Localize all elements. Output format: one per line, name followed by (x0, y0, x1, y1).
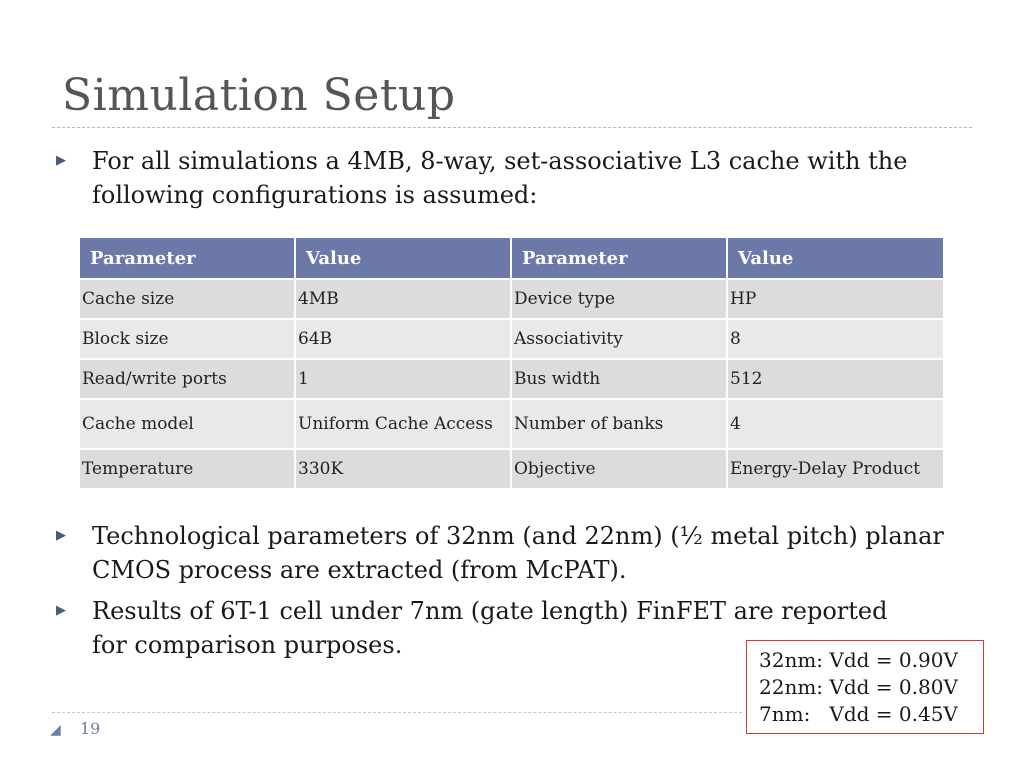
table-cell: Temperature (80, 449, 295, 489)
parameters-table (80, 238, 943, 490)
bullet-text: For all simulations a 4MB, 8-way, set-associative L3 cache with the following configurations is assumed: (92, 147, 908, 209)
table-cell: 512 (727, 359, 943, 399)
slide-number: 19 (80, 719, 101, 738)
slide-title: Simulation Setup (62, 70, 456, 121)
slide-marker-icon: ◢ (50, 722, 61, 738)
table-cell: Objective (511, 449, 727, 489)
table-cell: 330K (295, 449, 511, 489)
bullet-text: Results of 6T-1 cell under 7nm (gate length) FinFET are reported for comparison purposes. (92, 597, 888, 659)
vdd-line: 7nm: Vdd = 0.45V (759, 702, 958, 726)
table-cell: Cache size (80, 279, 295, 319)
table-header-row (80, 238, 943, 279)
bullet-arrow-icon: ▶ (56, 528, 66, 543)
table-cell: 64B (295, 319, 511, 359)
column-header: Value (295, 238, 511, 279)
table-cell: Device type (511, 279, 727, 319)
column-header: Value (727, 238, 943, 279)
table-cell: Block size (80, 319, 295, 359)
table-cell: HP (727, 279, 943, 319)
footer-divider (52, 712, 742, 713)
table-row (80, 359, 943, 399)
table-cell: Read/write ports (80, 359, 295, 399)
table-cell: 4MB (295, 279, 511, 319)
table-cell: Uniform Cache Access (295, 399, 511, 449)
vdd-callout-box (746, 640, 984, 734)
table-cell: 1 (295, 359, 511, 399)
bullet-item (56, 519, 972, 587)
bullet-arrow-icon: ▶ (56, 603, 66, 618)
table-cell: Energy-Delay Product (727, 449, 943, 489)
table-cell: 8 (727, 319, 943, 359)
bullet-text: Technological parameters of 32nm (and 22nm) (½ metal pitch) planar CMOS process are extracted (from McPAT). (92, 522, 944, 584)
column-header: Parameter (511, 238, 727, 279)
vdd-line: 22nm: Vdd = 0.80V (759, 675, 958, 699)
table-cell: 4 (727, 399, 943, 449)
table-row (80, 319, 943, 359)
title-divider (52, 127, 972, 128)
table-row (80, 279, 943, 319)
vdd-line: 32nm: Vdd = 0.90V (759, 648, 958, 672)
table-row (80, 399, 943, 449)
bullet-item (56, 144, 932, 212)
table-row (80, 449, 943, 489)
bullet-arrow-icon: ▶ (56, 153, 66, 168)
table-cell: Cache model (80, 399, 295, 449)
table-cell: Number of banks (511, 399, 727, 449)
column-header: Parameter (80, 238, 295, 279)
table-cell: Bus width (511, 359, 727, 399)
table-cell: Associativity (511, 319, 727, 359)
